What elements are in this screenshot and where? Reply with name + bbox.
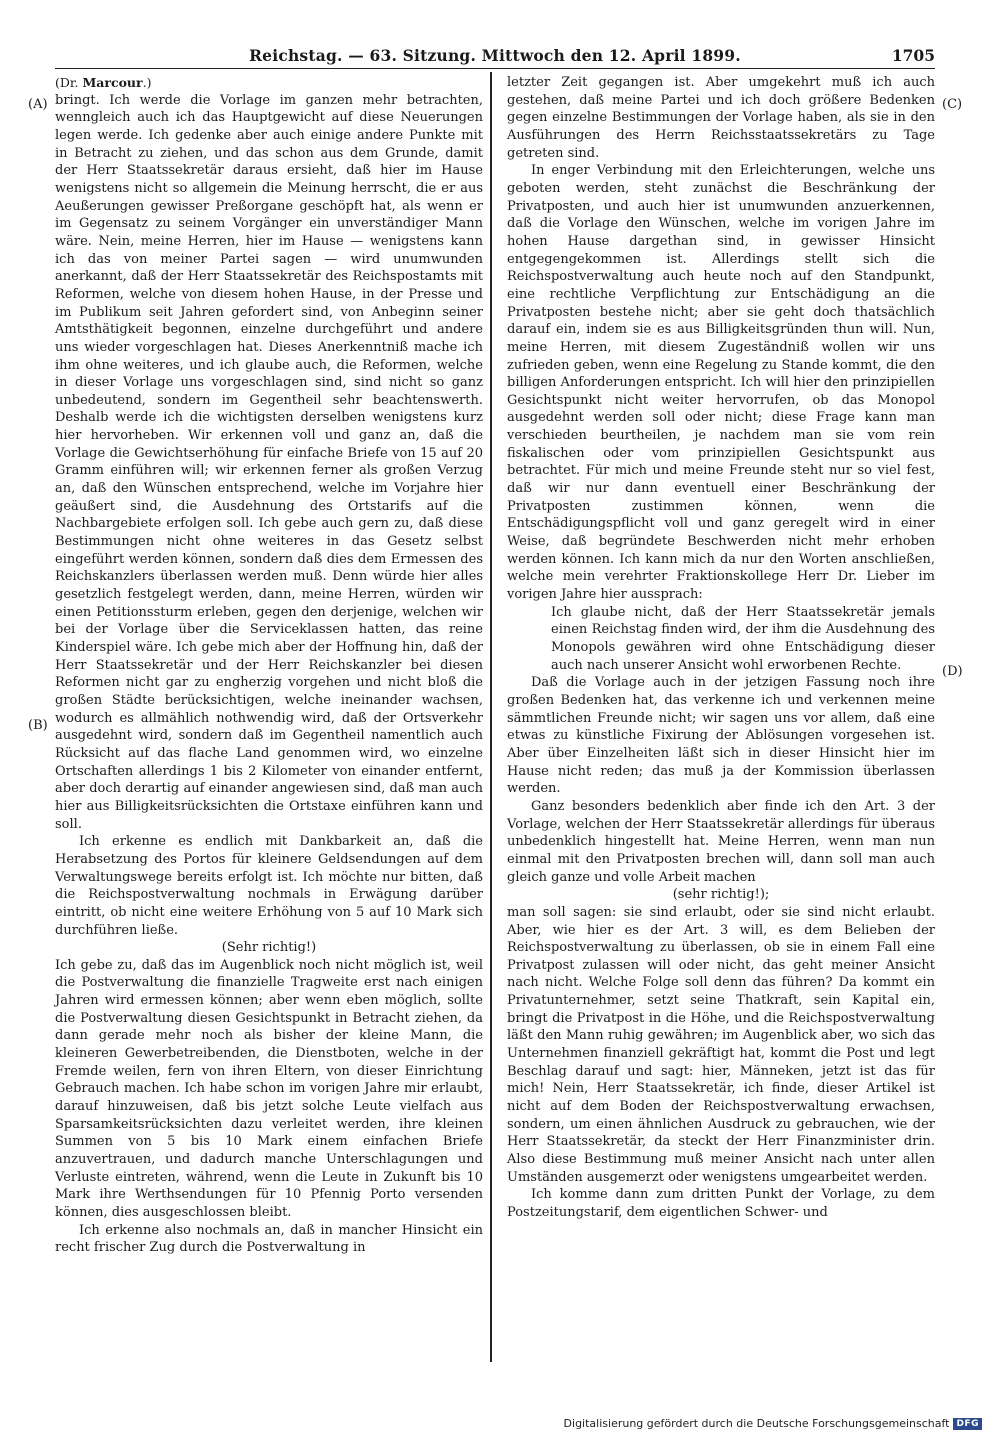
- page-number: 1705: [891, 46, 935, 65]
- margin-marker-b: (B): [28, 718, 48, 733]
- paragraph: In enger Verbindung mit den Erleichterungen, welche uns geboten werden, steht zunächst die Beschränkung der Privatposten, und auch hier ist unumwunden anzuerkennen, daß die Vorlage den Wünschen, welche im vorigen Jahre im hohen Hause dargethan sind, in gewisser Hinsicht entgegengekommen ist. Allerdings stellt sich die Reichspostverwaltung auch heute noch auf den Standpunkt, eine rechtliche Verpflichtung zur Entschädigung an die Privatposten bestehe nicht; aber sie geht doch thatsächlich darauf ein, indem sie es aus Billigkeitsgründen thun will. Nun, meine Herren, mit diesem Zugeständniß wollen wir uns zufrieden geben, wenn eine Regelung zu Stande kommt, die den billigen Anforderungen entspricht. Ich will hier den prinzipiellen Gesichtspunkt nicht weiter hervorrufen, ob das Monopol ausgedehnt werden soll oder nicht; diese Frage kann man verschieden beurtheilen, je nachdem man sie vom rein fiskalischen oder vom prinzipiellen Gesichtspunkt aus betrachtet. Für mich und meine Freunde steht nur so viel fest, daß wir nur dann eventuell einer Beschränkung der Privatposten zustimmen können, wenn die Entschädigungspflicht voll und ganz geregelt wird in einer Weise, daß begründete Beschwerden nicht mehr erhoben werden können. Ich kann mich da nur den Worten anschließen, welche mein verehrter Fraktionskollege Herr Dr. Lieber im vorigen Jahre hier aussprach:: [507, 163, 935, 603]
- paragraph: Daß die Vorlage auch in der jetzigen Fassung noch ihre großen Bedenken hat, das verkenne ich und verkennen meine sämmtlichen Freunde nicht; wir sagen uns vor allem, daß eine etwas zu künstliche Fixirung der Ablösungen vorgesehen ist. Aber über Einzelheiten läßt sich in dieser Hinsicht hier im Hause nicht reden; das muß ja der Kommission überlassen werden.: [507, 675, 935, 797]
- quotation: Ich glaube nicht, daß der Herr Staatssekretär jemals einen Reichstag finden wird, der ihm die Ausdehnung des Monopols gewähren wird ohne Entschädigung dieser auch nach unserer Ansicht wohl erworbenen Rechte.: [551, 604, 935, 673]
- digitization-credit: [564, 1417, 982, 1430]
- speaker-name: Marcour: [82, 75, 143, 90]
- left-column: [55, 74, 483, 1257]
- column-divider: [490, 72, 492, 1362]
- margin-marker-d: (D): [942, 664, 963, 679]
- paragraph: Ganz besonders bedenklich aber finde ich den Art. 3 der Vorlage, welchen der Herr Staatssekretär allerdings für überaus unbedenklich hingestellt hat. Meine Herren, wenn man nun einmal mit den Privatposten brechen will, dann soll man auch gleich ganze und volle Arbeit machen: [507, 798, 935, 885]
- paragraph: Ich gebe zu, daß das im Augenblick noch nicht möglich ist, weil die Postverwaltung die finanzielle Tragweite erst nach einigen Jahren wird ermessen können; aber wenn eben möglich, sollte die Postverwaltung diesen Gesichtspunkt in Betracht ziehen, da dann gerade mehr noch als bisher der kleine Mann, die kleineren Gewerbetreibenden, die Dienstboten, welche in der Fremde weilen, fern von ihren Eltern, von dieser Einrichtung Gebrauch machen. Ich habe schon im vorigen Jahre mir erlaubt, darauf hinzuweisen, daß bis jetzt solche Leute vielfach aus Sparsamkeitsrücksichten dazu verleitet werden, ihre kleinen Summen von 5 bis 10 Mark einem einfachen Briefe anzuvertrauen, und dadurch manche Unterschlagungen und Verluste eintreten, während, wenn die Leute in Zukunft bis 10 Mark ihre Werthsendungen für 10 Pfennig Porto versenden können, dies ausgeschlossen bleibt.: [55, 957, 483, 1220]
- running-title: Reichstag. — 63. Sitzung. Mittwoch den 12. April 1899.: [249, 46, 741, 65]
- margin-marker-c: (C): [942, 97, 963, 112]
- paragraph: Ich erkenne es endlich mit Dankbarkeit an, daß die Herabsetzung des Portos für kleinere Geldsendungen auf dem Verwaltungswege bereits erfolgt ist. Ich möchte nur bitten, daß die Reichspostverwaltung nochmals in Erwägung darüber eintritt, ob nicht eine weitere Erhöhung von 5 auf 10 Mark sich durchführen ließe.: [55, 834, 483, 938]
- credit-text: Digitalisierung gefördert durch die Deutsche Forschungsgemeinschaft: [563, 1417, 950, 1430]
- speaker-line: [55, 74, 483, 92]
- page-header: [55, 44, 935, 69]
- paragraph: Ich erkenne also nochmals an, daß in mancher Hinsicht ein recht frischer Zug durch die Postverwaltung in: [55, 1222, 483, 1256]
- paragraph: letzter Zeit gegangen ist. Aber umgekehrt muß ich auch gestehen, daß meine Partei und ich doch größere Bedenken gegen einzelne Bestimmungen der Vorlage haben, als sie in den Ausführungen des Herrn Reichsstaatssekretärs zu Tage getreten sind.: [507, 75, 935, 161]
- dfg-logo: DFG: [953, 1418, 982, 1430]
- margin-marker-a: (A): [28, 97, 48, 112]
- paragraph: bringt. Ich werde die Vorlage im ganzen mehr betrachten, wenngleich auch ich das Hauptgewicht auf diese Neuerungen legen werde. Ich gedenke aber auch einige andere Punkte mit in Betracht zu ziehen, und das schon aus dem Grunde, damit der Herr Staatssekretär daraus ersieht, daß hier im Hause wenigstens nicht so allgemein die Meinung herrscht, die er aus Aeußerungen gewisser Preßorgane geschöpft hat, als wenn er im Gegensatz zu seinem Vorgänger ein unverständiger Mann wäre. Nein, meine Herren, hier im Hause — wenigstens kann ich das von meiner Partei sagen — wird unumwunden anerkannt, daß der Herr Staatssekretär des Reichspostamts mit Reformen, welche von diesem hohen Hause, in der Presse und im Publikum seit Jahren gefordert sind, von Anbeginn seiner Amtsthätigkeit begonnen, einzelne durchgeführt und andere uns wieder vorgeschlagen hat. Dieses Anerkenntniß mache ich ihm ohne weiteres, und ich glaube auch, die Reformen, welche in dieser Vorlage uns vorgeschlagen sind, sind nicht so ganz unbedeutend, sondern im Gegentheil sehr beachtenswerth. Deshalb werde ich die wichtigsten derselben wenigstens kurz hier hervorheben. Wir erkennen voll und ganz an, daß die Vorlage die Gewichtserhöhung für einfache Briefe von 15 auf 20 Gramm einführen will; wir erkennen ferner als großen Verzug an, daß den Wünschen entsprechend, welche im Vorjahre hier geäußert sind, die Ausdehnung des Ortstarifs auf die Nachbargebiete erfolgen soll. Ich gebe auch gern zu, daß diese Bestimmungen nicht ohne weiteres in das Gesetz selbst eingeführt werden können, sondern daß dies dem Ermessen des Reichskanzlers überlassen werden muß. Denn würde hier alles gesetzlich festgelegt werden, dann, meine Herren, würden wir einen Petitionssturm erleben, gegen den derjenige, welchen wir bei der Vorlage über die Serviceklassen hatten, das reine Kinderspiel wäre. Ich gebe mich aber der Hoffnung hin, daß der Herr Staatssekretär und der Herr Reichskanzler bei diesen Reformen nicht gar zu engherzig vorgehen und nicht bloß die großen Städte berücksichtigen, welche ineinander wachsen, wodurch es allmählich nothwendig wird, daß der Ortsverkehr ausgedehnt wird, sondern daß im Gegentheil namentlich auch Rücksicht auf das flache Land genommen wird, wo einzelne Ortschaften allerdings 1 bis 2 Kilometer von einander entfernt, aber doch derartig auf einander angewiesen sind, daß man auch hier aus Billigkeitsrücksichten die Ortstaxe einführen kann und soll.: [55, 92, 483, 832]
- interjection: (sehr richtig!);: [672, 887, 770, 903]
- right-column: [507, 74, 935, 1222]
- speaker-prefix: (Dr.: [55, 75, 83, 90]
- speaker-suffix: .): [142, 75, 152, 90]
- interjection: (Sehr richtig!): [221, 940, 317, 956]
- paragraph: man soll sagen: sie sind erlaubt, oder sie sind nicht erlaubt. Aber, wie hier es der Art. 3 will, es dem Belieben der Reichspostverwaltung zu überlassen, ob sie in einem Fall eine Privatpost zulassen will oder nicht, das geht meiner Ansicht nach nicht. Welche Folge soll denn das führen? Da kommt ein Privatunternehmer, setzt seine Thatkraft, sein Kapital ein, bringt die Privatpost in die Höhe, und die Reichspostverwaltung läßt den Mann ruhig gewähren; im Augenblick aber, wo sich das Unternehmen finanziell gekräftigt hat, kommt die Post und legt Beschlag darauf und sagt: hier, Männeken, jetzt ist das für mich! Nein, Herr Staatssekretär, ich finde, dieser Artikel ist nicht auf dem Boden der Reichspostverwaltung erwachsen, sondern, um einen ähnlichen Ausdruck zu gebrauchen, wie der Herr Staatssekretär, da steckt der Herr Finanzminister drin. Also diese Bestimmung muß meiner Ansicht nach unter allen Umständen ausgemerzt oder wenigstens umgearbeitet werden.: [507, 904, 935, 1185]
- paragraph: Ich komme dann zum dritten Punkt der Vorlage, zu dem Postzeitungstarif, dem eigentlichen Schwer- und: [507, 1187, 935, 1220]
